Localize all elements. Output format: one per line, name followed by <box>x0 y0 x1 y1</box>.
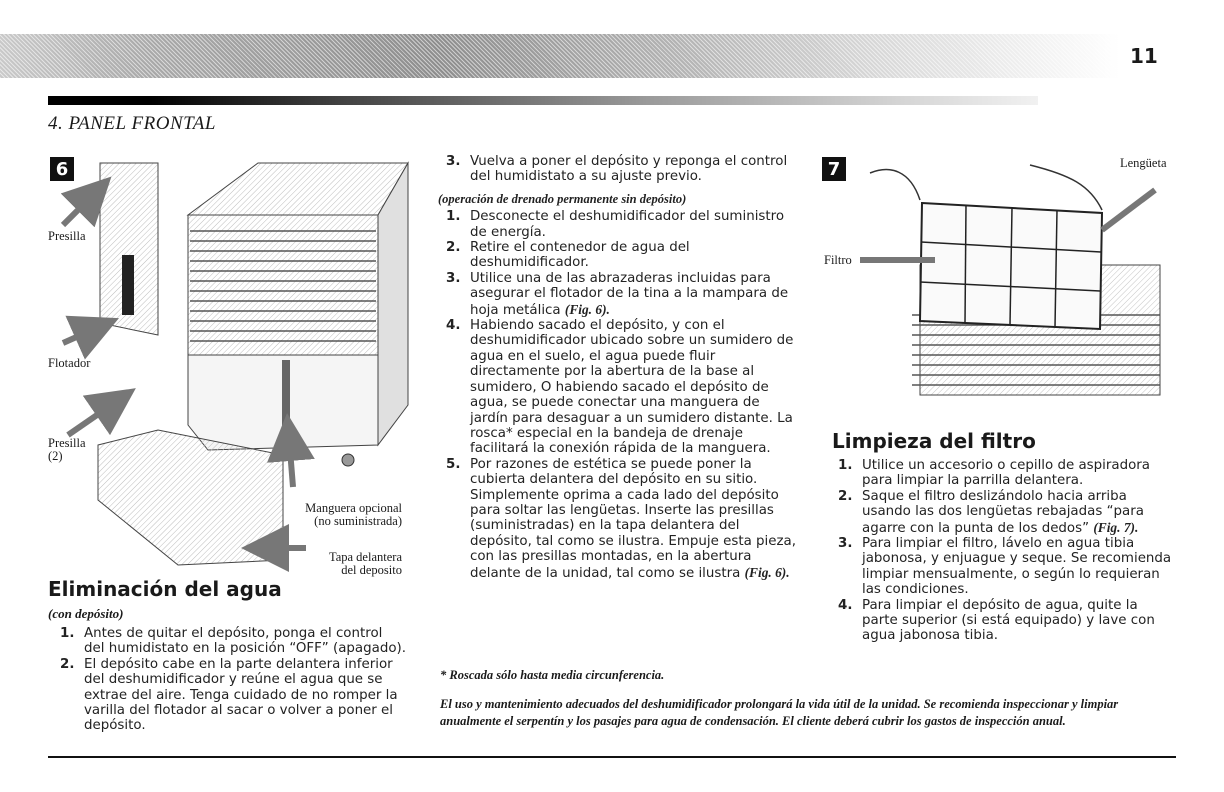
label-lengueta: Lengüeta <box>1120 156 1167 170</box>
middle-column <box>438 154 796 581</box>
figure-7-number: 7 <box>822 157 846 181</box>
header-rule <box>48 96 1038 105</box>
list-item: 2. Retire el contenedor de agua del deshumidificador. <box>446 240 690 271</box>
list-item: 1. Antes de quitar el depósito, ponga el control del humidistato en la posición “OFF” (apagado). <box>60 626 406 657</box>
subheading-drain: (operación de drenado permanente sin depósito) <box>438 191 687 206</box>
section-title: 4. PANEL FRONTAL <box>48 113 216 134</box>
footer-rule <box>48 756 1176 758</box>
list-item: 3. Vuelva a poner el depósito y reponga el control del humidistato a su ajuste previo. <box>446 154 788 185</box>
list-item: 4. Para limpiar el depósito de agua, quite la parte superior (si está equipado) y lave con agua jabonosa tibia. <box>838 597 1155 644</box>
list-item: 2. El depósito cabe en la parte delantera inferior del deshumidificador y reúne el agua que se extrae del aire. Tenga cuidado de no romper la varilla del flotador al sacar o volver a poner el depósito. <box>60 656 398 734</box>
list-item: 1. Utilice un accesorio o cepillo de aspiradora para limpiar la parrilla delantera. <box>838 458 1150 489</box>
label-filtro: Filtro <box>824 253 852 267</box>
figure-7 <box>820 155 1180 400</box>
list-item: 4. Habiendo sacado el depósito, y con el deshumidificador ubicado sobre un sumidero de agua en el suelo, el agua puede fluir directamente por la abertura de la base al sumidero, O habiendo sacado el depósito de agua, se puede conectar una manguera de jardín para desaguar a un sumidero distante. La rosca* especial en la bandeja de drenaje facilitará la conexión rápida de la manguera. <box>446 318 794 457</box>
filter-cleaning-steps <box>838 458 1176 644</box>
list-item: 3. Utilice una de las abrazaderas incluidas para asegurar el flotador de la tina a la mampara de hoja metálica (Fig. 6). <box>446 270 789 318</box>
heading-water-removal: Eliminación del agua <box>48 577 282 601</box>
label-presilla-2: Presilla (2) <box>48 436 86 463</box>
list-item: 1. Desconecte el deshumidificador del suministro de energía. <box>446 209 785 240</box>
footnote: * Roscada sólo hasta media circunferencia. <box>440 668 665 682</box>
filter-illustration <box>820 155 1180 400</box>
heading-filter-cleaning: Limpieza del filtro <box>832 429 1036 453</box>
label-tapa: Tapa delantera del deposito <box>328 550 402 577</box>
page-number: 11 <box>1130 44 1158 68</box>
list-item: 2. Saque el filtro deslizándolo hacia arriba usando las dos lengüetas rebajadas “para agarre con la punta de los dedos” (Fig. 7). <box>838 488 1144 536</box>
figure-6-number: 6 <box>50 157 74 181</box>
header-band <box>0 34 1120 78</box>
subheading-with-bucket: (con depósito) <box>48 606 124 621</box>
label-presilla-top: Presilla <box>48 229 86 243</box>
label-manguera: Manguera opcional (no suministrada) <box>305 501 402 528</box>
water-removal-steps <box>60 626 406 734</box>
list-item: 3. Para limpiar el filtro, lávelo en agua tibia jabonosa, y enjuague y seque. Se recomienda limpiar mensualmente, o según lo requieran las condiciones. <box>838 536 1172 598</box>
label-flotador: Flotador <box>48 356 91 370</box>
figure-6 <box>48 155 438 575</box>
list-item: 5. Por razones de estética se puede poner la cubierta delantera del depósito en su sitio. Simplemente oprima a cada lado del depósito para soltar las lengüetas. Inserte las presillas (suministradas) en la tapa delantera del depósito, tal como se ilustra. Empuje esta pieza, con las presillas montadas, en la abertura delante de la unidad, tal como se ilustra (Fig. 6). <box>446 456 796 581</box>
maintenance-note: El uso y mantenimiento adecuados del deshumidificador prolongará la vida útil de la unidad. Se recomienda inspeccionar y limpiar anualmente el serpentín y los pasajes para agua de condensación. El cliente deberá cubrir los gastos de inspección anual. <box>440 697 1119 728</box>
